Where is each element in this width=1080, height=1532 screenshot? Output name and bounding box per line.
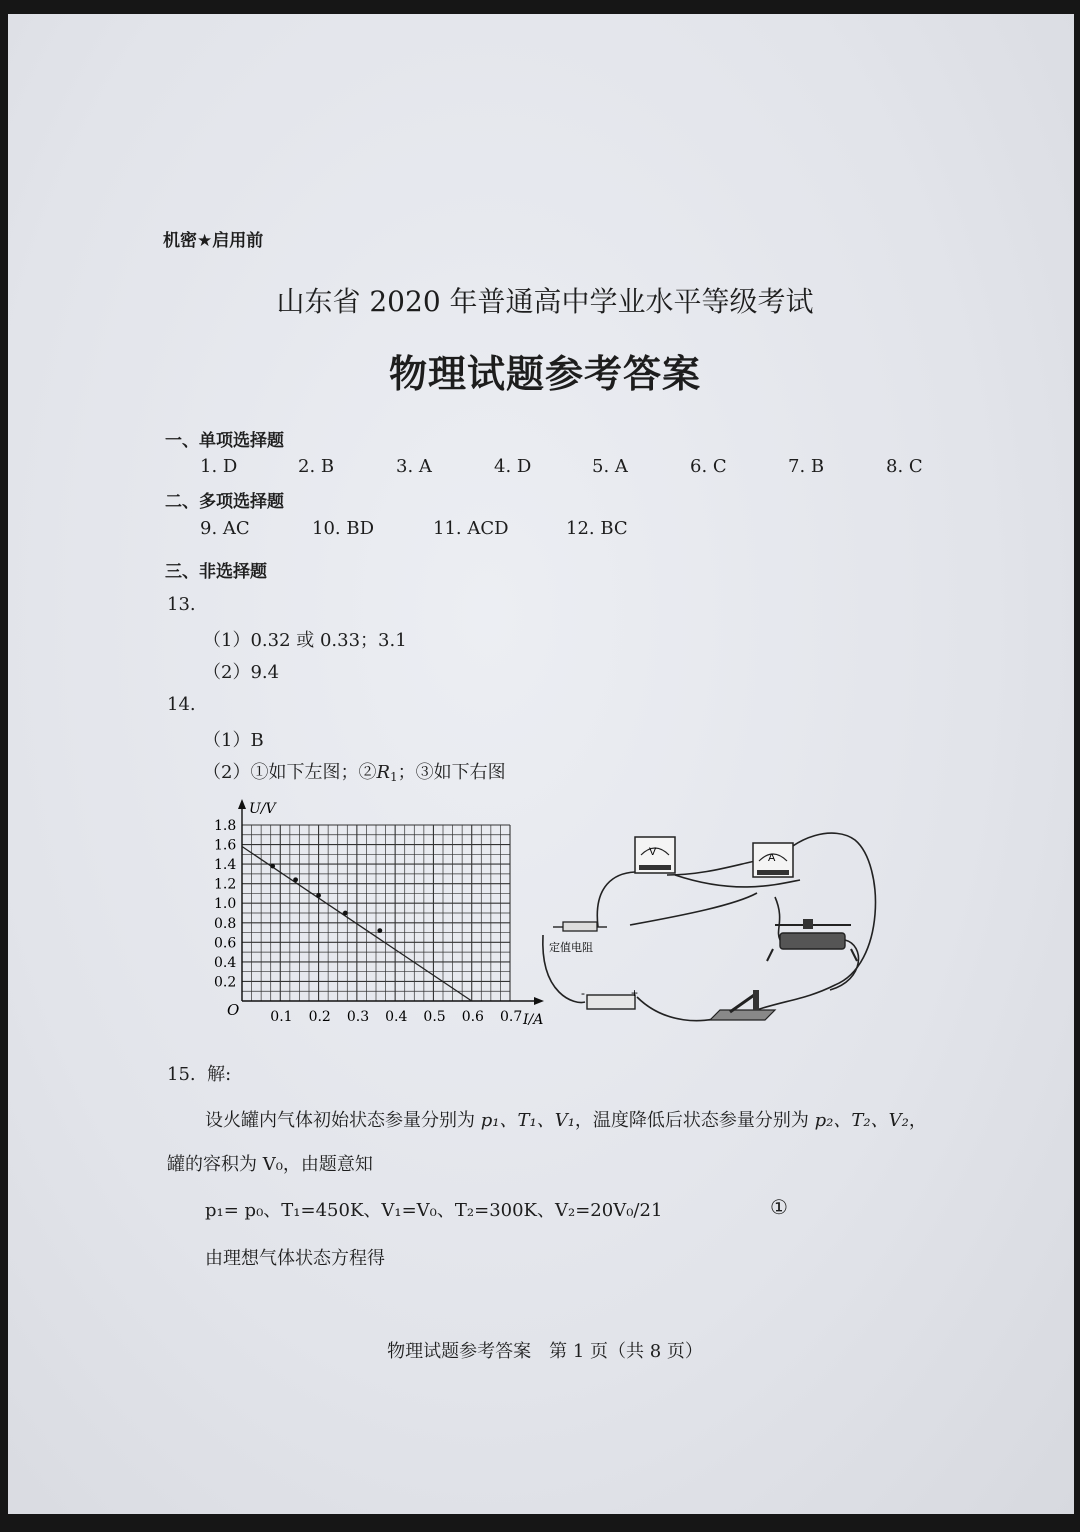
q13-answer-1: （1）0.32 或 0.33；3.1 xyxy=(203,630,407,651)
answer-item: 11. ACD xyxy=(433,518,509,539)
ammeter-icon xyxy=(753,843,793,877)
question-number: 15. 解: xyxy=(167,1064,232,1085)
y-tick-label: 0.6 xyxy=(214,935,237,952)
fixed-resistor-icon xyxy=(553,922,607,931)
y-tick-label: 1.2 xyxy=(214,876,237,893)
exam-title: 山东省 2020 年普通高中学业水平等级考试 xyxy=(276,285,814,318)
graph-grid xyxy=(242,825,510,1001)
origin-label: O xyxy=(227,1001,240,1019)
answer-item: 12. BC xyxy=(566,518,628,539)
x-tick-label: 0.2 xyxy=(308,1009,331,1025)
svg-text:A: A xyxy=(768,852,776,864)
y-axis-label: U/V xyxy=(249,801,276,817)
svg-text:+: + xyxy=(631,986,639,1000)
answer-item: 9. AC xyxy=(200,518,250,539)
confidential-label: 机密★启用前 xyxy=(163,231,264,251)
y-tick-label: 1.8 xyxy=(214,818,237,834)
y-tick-label: 0.8 xyxy=(214,915,237,932)
q14-answer-2: （2）①如下左图；$②R_1$；③如下右图 xyxy=(203,762,506,784)
y-tick-label: 1.4 xyxy=(214,857,237,874)
data-point xyxy=(293,877,298,882)
question-number: 14. xyxy=(167,694,196,715)
svg-text:V: V xyxy=(649,846,657,858)
answer-item: 3. A xyxy=(396,456,432,477)
q15-paragraph-2: 罐的容积为 V₀，由题意知 xyxy=(167,1154,373,1175)
voltmeter-icon xyxy=(635,837,675,873)
section-non-choice-title: 三、非选择题 xyxy=(165,562,267,582)
page-footer: 物理试题参考答案 第 1 页（共 8 页） xyxy=(387,1341,703,1362)
x-tick-label: 0.3 xyxy=(346,1009,370,1025)
q15-equation-1: p₁= p₀、T₁=450K、V₁=V₀、T₂=300K、V₂=20V₀/21 xyxy=(205,1200,663,1221)
data-point xyxy=(377,928,382,933)
q13-answer-2: （2）9.4 xyxy=(203,662,280,683)
data-point xyxy=(343,911,348,916)
section-multi-choice-title: 二、多项选择题 xyxy=(165,492,284,512)
q15-paragraph-3: 由理想气体状态方程得 xyxy=(205,1248,385,1269)
x-tick-label: 0.1 xyxy=(270,1009,293,1025)
resistor-label: 定值电阻 xyxy=(549,941,593,954)
x-axis-label: I/A xyxy=(523,1012,544,1028)
answer-item: 10. BD xyxy=(312,518,375,539)
data-point xyxy=(270,864,275,869)
switch-icon xyxy=(710,990,775,1020)
circuit-diagram xyxy=(535,815,885,1030)
y-tick-label: 1.6 xyxy=(214,837,237,854)
x-tick-label: 0.4 xyxy=(385,1009,408,1025)
battery-icon xyxy=(581,986,638,1009)
x-tick-label: 0.6 xyxy=(461,1009,484,1025)
answer-item: 8. C xyxy=(886,456,923,477)
y-tick-label: 0.2 xyxy=(214,974,237,991)
question-number: 13. xyxy=(167,594,196,615)
answer-item: 1. D xyxy=(200,456,238,477)
q15-paragraph-1: 设火罐内气体初始状态参量分别为 p₁、T₁、V₁，温度降低后状态参量分别为 p₂、T₂、V₂， xyxy=(205,1110,927,1131)
u-i-graph xyxy=(200,795,550,1035)
x-tick-label: 0.5 xyxy=(423,1009,446,1025)
y-tick-label: 0.4 xyxy=(214,954,237,971)
x-tick-label: 0.7 xyxy=(500,1009,523,1025)
section-single-choice-title: 一、单项选择题 xyxy=(165,431,284,451)
answer-item: 2. B xyxy=(298,456,335,477)
y-tick-label: 1.0 xyxy=(214,896,237,913)
answer-item: 5. A xyxy=(592,456,628,477)
data-point xyxy=(316,893,321,898)
answer-item: 4. D xyxy=(494,456,532,477)
y-axis-arrow xyxy=(238,799,246,809)
svg-text:-: - xyxy=(581,986,585,1000)
q14-answer-1: （1）B xyxy=(203,730,264,751)
answer-item: 7. B xyxy=(788,456,825,477)
document-title: 物理试题参考答案 xyxy=(388,351,701,396)
rheostat-icon xyxy=(767,919,857,961)
answer-item: 6. C xyxy=(690,456,727,477)
equation-number: ① xyxy=(770,1195,788,1219)
